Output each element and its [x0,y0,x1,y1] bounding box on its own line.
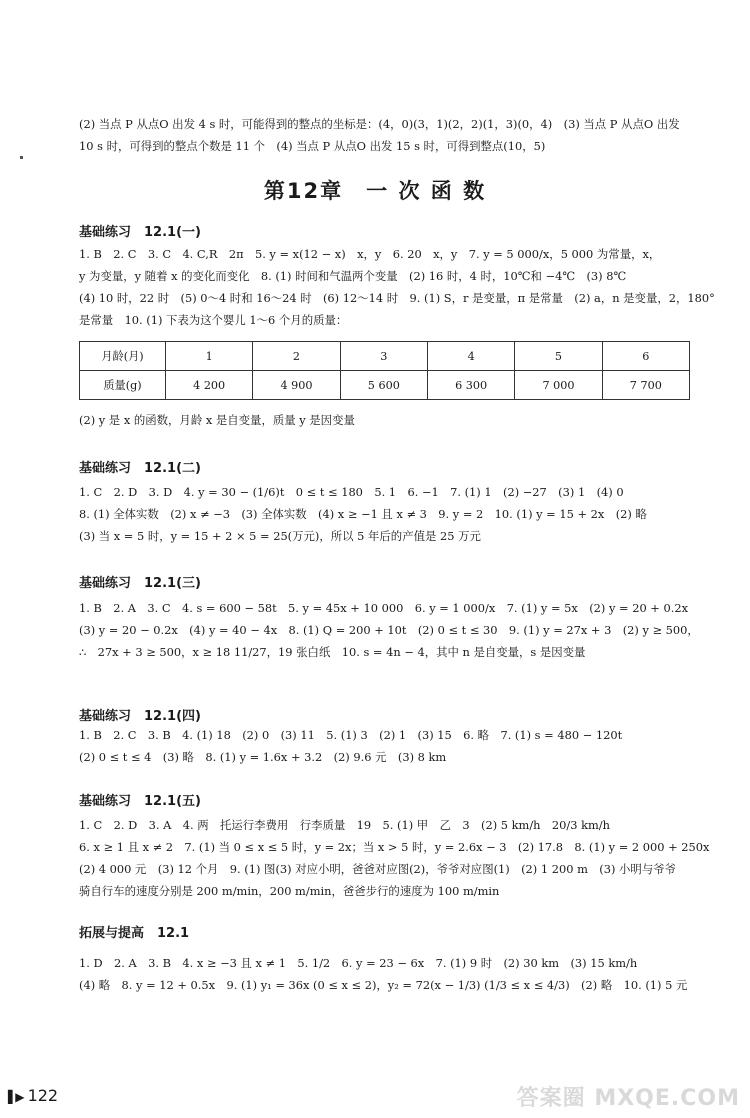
answer-line: 骑自行车的速度分别是 200 m/min，200 m/min，爸爸步行的速度为 100 m/min [79,884,500,898]
page-marker-icon: ▌▶ [8,1090,23,1104]
table-cell: 3 [340,342,427,371]
intro-line-1: (2) 当点 P 从点O 出发 4 s 时，可能得到的整点的坐标是：(4，0)(3，1)(2，2)(1，3)(0，4) (3) 当点 P 从点O 出发 [79,117,680,131]
table-cell: 2 [253,342,340,371]
answer-line: 1. B 2. A 3. C 4. s = 600 − 58t 5. y = 45x + 10 000 6. y = 1 000/x 7. (1) y = 5x (2) y = 20 + 0.2x [79,601,689,615]
table-row [80,371,690,400]
scan-dot [20,156,23,159]
answer-line: 6. x ≥ 1 且 x ≠ 2 7. (1) 当 0 ≤ x ≤ 5 时，y = 2x；当 x > 5 时，y = 2.6x − 3 (2) 17.8 8. (1) y = 2 000 + 250x [79,840,710,854]
table-header-cell: 月龄(月) [80,342,166,371]
answer-line: ∴ 27x + 3 ≥ 500，x ≥ 18 11/27，19 张白纸 10. s = 4n − 4，其中 n 是自变量，s 是因变量 [79,645,586,659]
answer-line: y 为变量，y 随着 x 的变化而变化 8. (1) 时间和气温两个变量 (2) 16 时，4 时，10℃和 −4℃ (3) 8℃ [79,269,627,283]
table-cell: 4 200 [166,371,253,400]
section-body [79,409,700,431]
watermark: 答案圈 MXQE.COM [516,1086,740,1111]
section-heading: 基础练习 12.1(一) [79,225,201,240]
section-heading: 拓展与提高 12.1 [79,926,190,941]
answer-line: 是常量 10. (1) 下表为这个婴儿 1～6 个月的质量： [79,313,348,327]
table-header-cell: 质量(g) [80,371,166,400]
answer-line: 1. D 2. A 3. B 4. x ≥ −3 且 x ≠ 1 5. 1/2 6. y = 23 − 6x 7. (1) 9 时 (2) 30 km (3) 15 km/h [79,956,638,970]
section-body [79,597,700,663]
table-cell: 4 [427,342,514,371]
section-heading: 基础练习 12.1(三) [79,576,201,591]
answer-line: 8. (1) 全体实数 (2) x ≠ −3 (3) 全体实数 (4) x ≥ −1 且 x ≠ 3 9. y = 2 10. (1) y = 15 + 2x (2) 略 [79,507,647,521]
section-body [79,243,715,331]
section-body [79,724,700,768]
answer-line: (2) 4 000 元 (3) 12 个月 9. (1) 图(3) 对应小明，爸爸对应图(2)，爷爷对应图(1) (2) 1 200 m (3) 小明与爷爷 [79,862,676,876]
answer-line: 1. C 2. D 3. A 4. 两 托运行李费用 行李质量 19 5. (1) 甲 乙 3 (2) 5 km/h 20/3 km/h [79,818,610,832]
table-cell: 6 300 [427,371,514,400]
answer-line: 1. C 2. D 3. D 4. y = 30 − (1/6)t 0 ≤ t ≤ 180 5. 1 6. −1 7. (1) 1 (2) −27 (3) 1 (4) 0 [79,485,624,499]
table-cell: 7 000 [515,371,602,400]
infant-mass-table [79,341,690,400]
section-heading: 基础练习 12.1(二) [79,461,201,476]
intro-line-2: 10 s 时，可得到的整点个数是 11 个 (4) 当点 P 从点O 出发 15 s 时，可得到整点(10，5) [79,139,546,153]
answer-line: (2) y 是 x 的函数，月龄 x 是自变量，质量 y 是因变量 [79,413,355,427]
intro-paragraph [79,113,700,157]
answer-line: (2) 0 ≤ t ≤ 4 (3) 略 8. (1) y = 1.6x + 3.2 (2) 9.6 元 (3) 8 km [79,750,447,764]
table-cell: 1 [166,342,253,371]
section-heading: 基础练习 12.1(四) [79,709,201,724]
answer-line: (4) 10 时，22 时 (5) 0～4 时和 16～24 时 (6) 12～14 时 9. (1) S，r 是变量，π 是常量 (2) a，n 是变量，2，180° [79,291,715,305]
answer-line: (3) 当 x = 5 时，y = 15 + 2 × 5 = 25(万元)，所以 5 年后的产值是 25 万元 [79,529,481,543]
section-body [79,481,700,547]
table-row [80,342,690,371]
table-cell: 6 [602,342,689,371]
table-cell: 5 [515,342,602,371]
answer-line: 1. B 2. C 3. C 4. C,R 2π 5. y = x(12 − x) x，y 6. 20 x，y 7. y = 5 000/x，5 000 为常量，x， [79,247,661,261]
answer-line: (3) y = 20 − 0.2x (4) y = 40 − 4x 8. (1) Q = 200 + 10t (2) 0 ≤ t ≤ 30 9. (1) y = 27x + 3 (2) y ≥ 500， [79,623,699,637]
section-heading: 基础练习 12.1(五) [79,794,201,809]
answer-line: (4) 略 8. y = 12 + 0.5x 9. (1) y₁ = 36x (0 ≤ x ≤ 2)，y₂ = 72(x − 1/3) (1/3 ≤ x ≤ 4/3) (2) 略 10. (1) 5 元 [79,978,688,992]
table-cell: 5 600 [340,371,427,400]
section-body [79,814,710,902]
page-footer [8,1086,58,1105]
page-number: 122 [27,1086,59,1105]
answer-line: 1. B 2. C 3. B 4. (1) 18 (2) 0 (3) 11 5. (1) 3 (2) 1 (3) 15 6. 略 7. (1) s = 480 − 120t [79,728,623,742]
table-cell: 4 900 [253,371,340,400]
table-cell: 7 700 [602,371,689,400]
chapter-title: 第12章 一 次 函 数 [263,179,487,203]
section-body [79,952,700,996]
